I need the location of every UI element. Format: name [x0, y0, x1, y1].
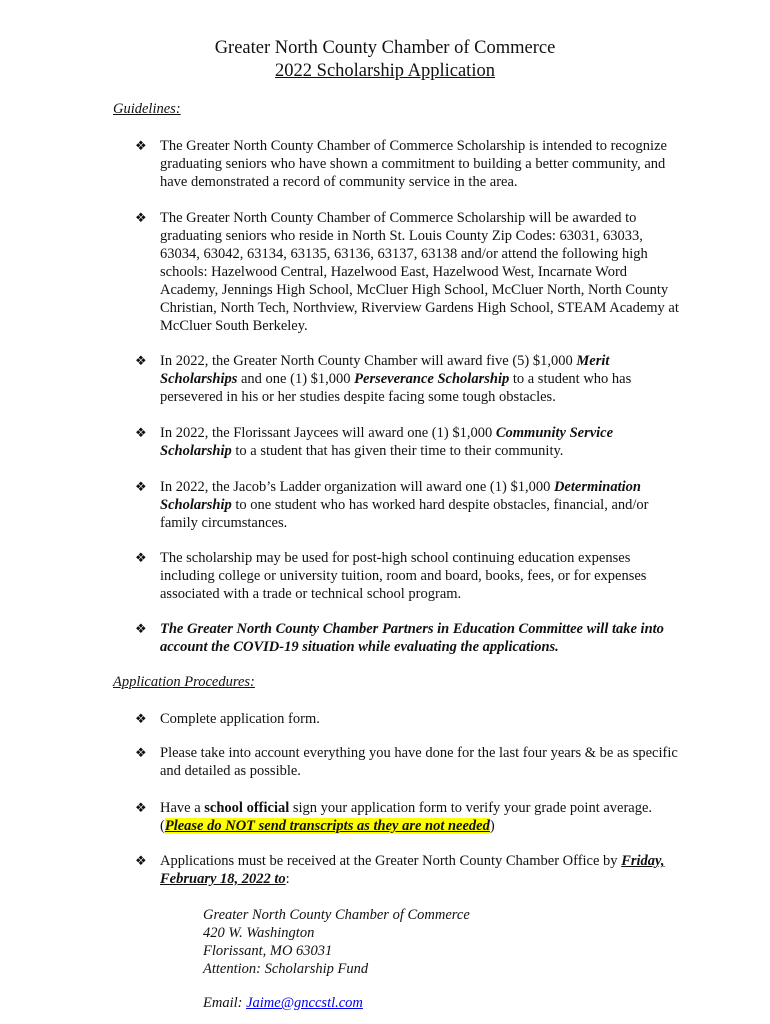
bullet-icon: ❖ [135, 745, 147, 760]
transcript-notice: Please do NOT send transcripts as they are not needed [164, 818, 490, 834]
address-line: Florissant, MO 63031 [203, 943, 333, 959]
email-label: Email: [203, 995, 247, 1011]
procedure-text: Please take into account everything you have done for the last four years & be as specific and detailed as possible. [160, 745, 678, 779]
procedure-text: Have a school official sign your application form to verify your grade point average. (Please do NOT send transcripts as they are not needed) [160, 800, 653, 834]
bullet-icon: ❖ [135, 479, 147, 494]
org-title: Greater North County Chamber of Commerce [214, 38, 556, 58]
bullet-icon: ❖ [135, 853, 147, 868]
bullet-icon: ❖ [135, 425, 147, 440]
page-title: 2022 Scholarship Application [275, 61, 495, 81]
email-line [203, 994, 363, 1012]
bullet-icon: ❖ [135, 353, 147, 368]
guideline-text: The scholarship may be used for post-high school continuing education expenses including college or university tuition, room and board, books, fees, or for expenses associated with a trade or technical school program. [160, 550, 647, 602]
guideline-text: The Greater North County Chamber of Commerce Scholarship is intended to recognize graduating seniors who have shown a commitment to building a better community, and have demonstrated a record of community service in the area. [160, 138, 667, 190]
address-line: Greater North County Chamber of Commerce [203, 907, 470, 923]
bullet-icon: ❖ [135, 210, 147, 225]
email-link[interactable]: Jaime@gnccstl.com [246, 995, 363, 1011]
procedures-heading: Application Procedures: [113, 674, 255, 690]
bullet-icon: ❖ [135, 711, 147, 726]
bullet-icon: ❖ [135, 550, 147, 565]
address-line: 420 W. Washington [203, 925, 315, 941]
procedure-text: Complete application form. [160, 711, 320, 727]
guideline-text: In 2022, the Greater North County Chamber will award five (5) $1,000 Merit Scholarships and one (1) $1,000 Perseverance Scholarship to a student who has persevered in his or her studies despite facing some tough obstacles. [160, 353, 632, 405]
guideline-text: The Greater North County Chamber of Commerce Scholarship will be awarded to graduating seniors who reside in North St. Louis County Zip Codes: 63031, 63033, 63034, 63042, 63134, 63135, 63136, 63137, 63138 and/or attend the following high schools: Hazelwood Central, Hazelwood East, Hazelwood West, Incarnate Word Academy, Jennings High School, McCluer High School, McCluer North, North County Christian, North Tech, Northview, Riverview Gardens High School, STEAM Academy at McCluer South Berkeley. [160, 210, 679, 334]
guidelines-heading: Guidelines: [113, 101, 181, 117]
perseverance-scholarship: Perseverance Scholarship [354, 371, 510, 387]
procedure-text: Applications must be received at the Greater North County Chamber Office by Friday, February 18, 2022 to: [160, 853, 665, 887]
guideline-text: The Greater North County Chamber Partners in Education Committee will take into account the COVID-19 situation while evaluating the applications. [160, 621, 664, 655]
bullet-icon: ❖ [135, 800, 147, 815]
bullet-icon: ❖ [135, 138, 147, 153]
school-official: school official [204, 800, 290, 816]
guideline-text: In 2022, the Jacob’s Ladder organization will award one (1) $1,000 Determination Scholarship to one student who has worked hard despite obstacles, financial, and/or family circumstances. [160, 479, 649, 531]
mailing-address [203, 906, 470, 978]
address-line: Attention: Scholarship Fund [203, 961, 369, 977]
guideline-text: In 2022, the Florissant Jaycees will award one (1) $1,000 Community Service Scholarship to a student that has given their time to their community. [160, 425, 614, 459]
merit-scholarship: Merit Scholarships [160, 353, 610, 387]
bullet-icon: ❖ [135, 621, 147, 636]
deadline-date: Friday, February 18, 2022 to [160, 853, 665, 887]
determination-scholarship: Determination Scholarship [160, 479, 641, 513]
community-service-scholarship: Community Service Scholarship [160, 425, 614, 459]
